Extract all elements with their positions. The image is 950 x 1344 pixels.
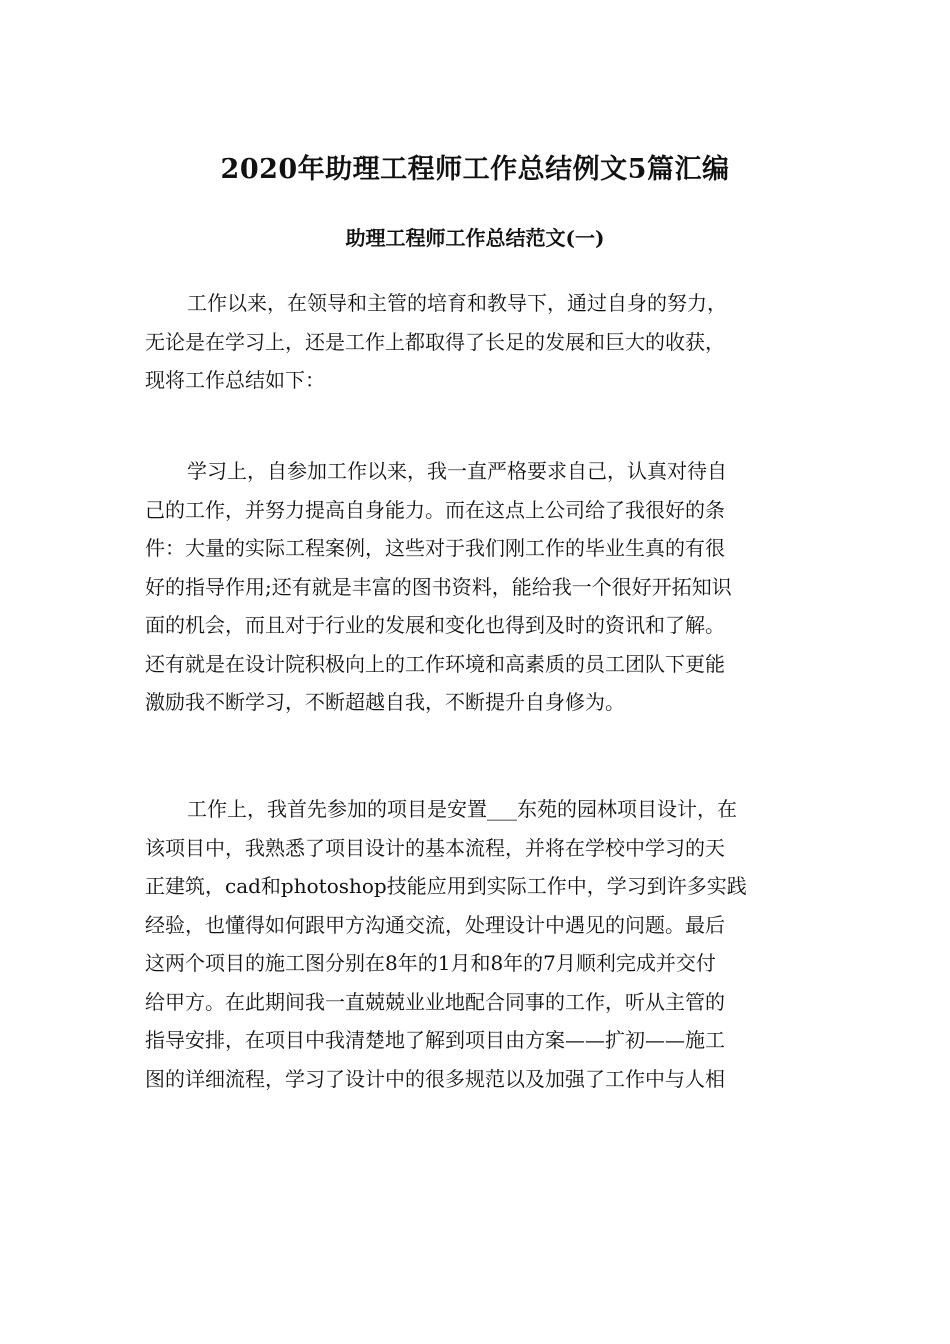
- paragraph-line: 件：大量的实际工程案例，这些对于我们刚工作的毕业生真的有很: [145, 536, 725, 560]
- paragraph-line: 学习上，自参加工作以来，我一直严格要求自己，认真对待自: [187, 459, 727, 483]
- paragraph-1: [145, 284, 810, 400]
- paragraph-line: 还有就是在设计院积极向上的工作环境和高素质的员工团队下更能: [145, 651, 725, 676]
- paragraph-3: [145, 790, 810, 1098]
- paragraph-line: 好的指导作用;还有就是丰富的图书资料，能给我一个很好开拓知识: [145, 574, 732, 599]
- paragraph-line: 工作以来，在领导和主管的培育和教导下，通过自身的努力，: [187, 291, 727, 315]
- paragraph-line: 经验，也懂得如何跟甲方沟通交流，处理设计中遇见的问题。最后: [145, 912, 725, 937]
- paragraph-line: 给甲方。在此期间我一直兢兢业业地配合同事的工作，听从主管的: [145, 989, 725, 1014]
- paragraph-line: 正建筑，cad和photoshop技能应用到实际工作中，学习到许多实践: [145, 874, 747, 898]
- paragraph-line: 激励我不断学习，不断超越自我，不断提升自身修为。: [145, 690, 625, 714]
- paragraph-line: 图的详细流程，学习了设计中的很多规范以及加强了工作中与人相: [145, 1066, 725, 1091]
- paragraph-line: 这两个项目的施工图分别在8年的1月和8年的7月顺利完成并交付: [145, 951, 716, 975]
- paragraph-line: 现将工作总结如下：: [145, 368, 325, 392]
- document-title: 2020年助理工程师工作总结例文5篇汇编: [220, 154, 730, 185]
- paragraph-line: 工作上，我首先参加的项目是安置___东苑的园林项目设计，在: [187, 797, 737, 821]
- document-subtitle: 助理工程师工作总结范文(一): [345, 226, 605, 250]
- paragraph-line: 己的工作，并努力提高自身能力。而在这点上公司给了我很好的条: [145, 497, 725, 522]
- paragraph-line: 该项目中，我熟悉了项目设计的基本流程，并将在学校中学习的天: [145, 835, 725, 860]
- paragraph-line: 指导安排，在项目中我清楚地了解到项目由方案——扩初——施工: [145, 1028, 725, 1052]
- paragraph-line: 面的机会，而且对于行业的发展和变化也得到及时的资讯和了解。: [145, 613, 725, 637]
- paragraph-line: 无论是在学习上，还是工作上都取得了长足的发展和巨大的收获，: [145, 329, 725, 354]
- paragraph-2: [145, 452, 810, 722]
